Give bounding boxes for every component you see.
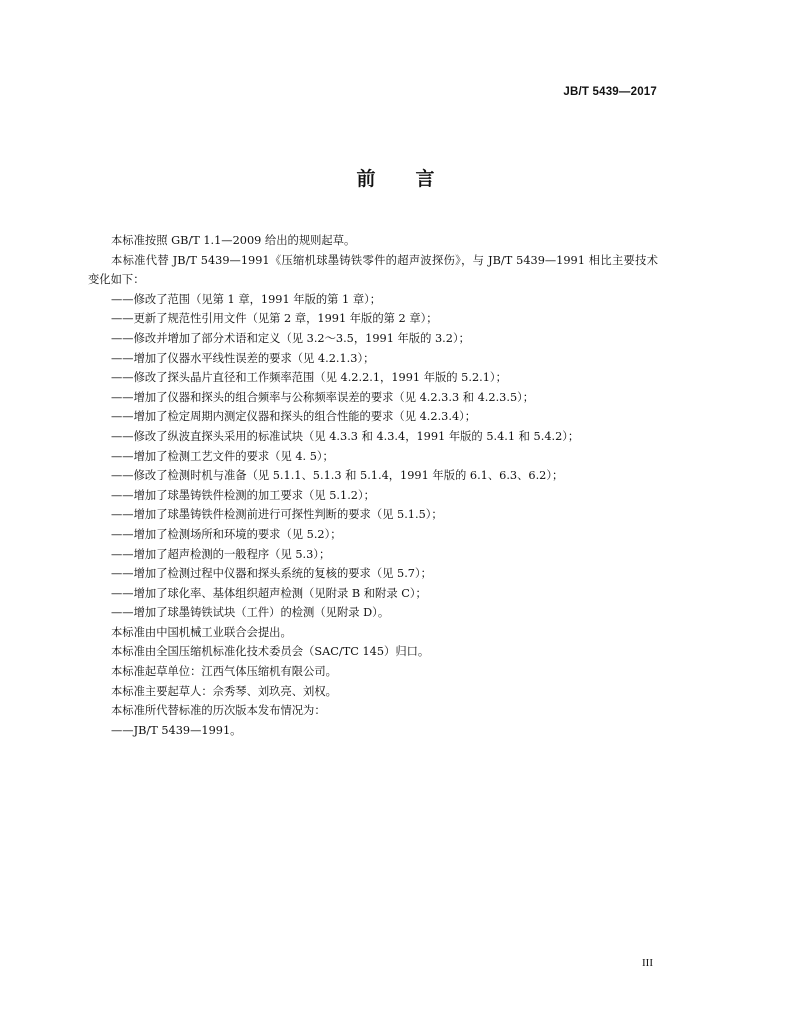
para-history: 本标准所代替标准的历次版本发布情况为： (111, 704, 326, 718)
para-centralized: 本标准由全国压缩机标准化技术委员会（SAC/TC 145）归口。 (111, 645, 430, 659)
page-title (0, 164, 791, 191)
page-number: III (642, 957, 653, 969)
history-item: ——JB/T 5439—1991。 (111, 723, 242, 737)
change-item: ——修改了范围（见第 1 章，1991 年版的第 1 章）； (111, 292, 382, 306)
change-item: ——增加了检测过程中仪器和探头系统的复核的要求（见 5.7）； (111, 567, 432, 581)
change-item: ——修改并增加了部分术语和定义（见 3.2～3.5，1991 年版的 3.2）； (111, 331, 470, 345)
change-item: ——增加了球化率、基体组织超声检测（见附录 B 和附录 C）； (111, 586, 427, 600)
change-item: ——增加了检测场所和环境的要求（见 5.2）； (111, 527, 342, 541)
title-char-1: 前 (356, 168, 376, 190)
change-item: ——增加了球墨铸铁件检测的加工要求（见 5.1.2）； (111, 488, 375, 502)
change-item: ——修改了纵波直探头采用的标准试块（见 4.3.3 和 4.3.4，1991 年版的 5.4.1 和 5.4.2）； (111, 429, 580, 443)
para-drafting-rule: 本标准按照 GB/T 1.1—2009 给出的规则起草。 (111, 234, 356, 247)
para-proposer: 本标准由中国机械工业联合会提出。 (111, 625, 292, 639)
para-replacement: 本标准代替 JB/T 5439—1991《压缩机球墨铸铁零件的超声波探伤》，与 JB/T 5439—1991 相比主要技术变化如下： (88, 253, 658, 287)
change-item: ——增加了球墨铸铁件检测前进行可探性判断的要求（见 5.1.5）； (111, 508, 443, 522)
change-item: ——增加了仪器和探头的组合频率与公称频率误差的要求（见 4.2.3.3 和 4.2.3.5）； (111, 390, 535, 404)
para-drafters: 本标准主要起草人：佘秀琴、刘玖亮、刘权。 (111, 684, 337, 698)
change-item: ——增加了超声检测的一般程序（见 5.3）； (111, 547, 331, 561)
change-item: ——更新了规范性引用文件（见第 2 章，1991 年版的第 2 章）； (111, 312, 438, 326)
title-char-2: 言 (415, 168, 435, 190)
foreword-body (88, 231, 658, 740)
change-item: ——增加了检定周期内测定仪器和探头的组合性能的要求（见 4.2.3.4）； (111, 410, 477, 424)
change-item: ——增加了检测工艺文件的要求（见 4. 5）； (111, 449, 334, 463)
change-item: ——增加了仪器水平线性误差的要求（见 4.2.1.3）； (111, 351, 375, 365)
change-item: ——修改了探头晶片直径和工作频率范围（见 4.2.2.1，1991 年版的 5.2.1）； (111, 371, 507, 385)
para-drafting-unit: 本标准起草单位：江西气体压缩机有限公司。 (111, 665, 337, 679)
standard-number: JB/T 5439—2017 (563, 86, 657, 98)
change-item: ——增加了球墨铸铁试块（工件）的检测（见附录 D）。 (111, 606, 390, 620)
change-item: ——修改了检测时机与准备（见 5.1.1、5.1.3 和 5.1.4，1991 年版的 6.1、6.3、6.2）； (111, 469, 564, 483)
